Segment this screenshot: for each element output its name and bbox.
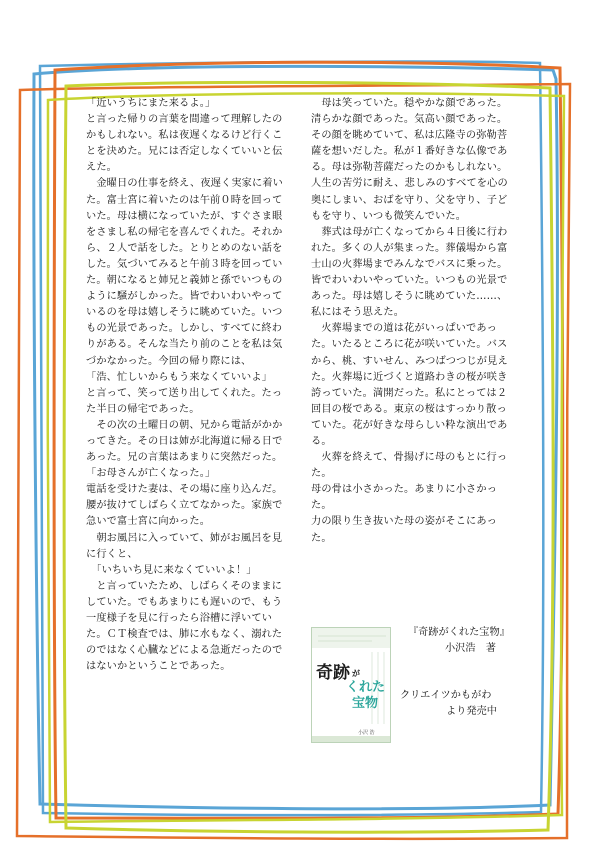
paragraph: 火葬場までの道は花がいっぱいであった。いたるところに花が咲いていた。バスから、桃、すいせん、みつばつつじが見えた。火葬場に近づくと道路わきの桜が咲き誇っていた。満開だった。私にとっては２回目の桜である。東京の桜はすっかり散っていた。花が好きな母らしい粋な演出である。 xyxy=(311,323,508,447)
paragraph: 「近いうちにまた来るよ。」 xyxy=(86,98,216,109)
paragraph: と言っていたため、しばらくそのままにしていた。でもあまりにも遅いので、もう一度様子を見に行ったら浴槽に浮いていた。ＣＴ検査では、肺に水もなく、溺れたのではなく心臓などによる急逝だったのではないかということであった。 xyxy=(86,580,283,673)
book-author: 小沢浩 著 xyxy=(445,643,496,654)
cover-title: 奇跡 xyxy=(316,663,350,683)
paragraph: 「いちいち見に来なくていいよ！」 xyxy=(86,564,257,576)
paragraph: その次の土曜日の朝、兄から電話がかかってきた。その日は姉が北海道に帰る日であった。兄の言葉はあまりに突然だった。 xyxy=(86,419,283,464)
cover-title: 宝物 xyxy=(352,696,379,711)
availability-note: より発売中 xyxy=(446,706,497,717)
cover-author: 小沢 浩 xyxy=(358,730,375,736)
paragraph: 「浩、忙しいからもう来なくていいよ」 xyxy=(86,371,273,383)
right-text-column xyxy=(311,96,517,547)
left-text-column xyxy=(86,96,290,675)
paragraph: 朝お風呂に入っていて、姉がお風呂を見に行くと、 xyxy=(86,532,283,560)
paragraph: 金曜日の仕事を終え、夜遅く実家に着いた。富士宮に着いたのは午前０時を回っていた。母は横になっていたが、すぐさま眼をさまし私の帰宅を喜んでくれた。それから、２人で話をした。とりとめのない話をした。気づいてみると午前３時を回っていた。朝になると姉兄と義姉と孫でいつものように騒がしかった。皆でわいわいやっているのを母は嬉しそうに眺めていた。いつもの光景であった。しかし、すべてに終わりがある。そんな当たり前のことを私は気づかなかった。今回の帰り際には、 xyxy=(86,178,284,367)
paragraph: 母は笑っていた。穏やかな顔であった。清らかな顔であった。気高い顔であった。その顔を眺めていて、私は広隆寺の弥勒菩薩を想いだした。私が１番好きな仏像である。母は弥勒菩薩だったのかもしれない。人生の苦労に耐え、悲しみのすべてを心の奥にしまい、おばを守り、父を守り、子どもを守り、いつも微笑んでいた。 xyxy=(311,98,508,222)
cover-title: が xyxy=(352,669,360,678)
paragraph: 力の限り生き抜いた母の姿がそこにあった。 xyxy=(311,516,497,544)
paragraph: 「お母さんが亡くなった。」 xyxy=(86,468,216,480)
paragraph: 火葬を終えて、骨揚げに母のもとに行った。 xyxy=(311,452,508,480)
paragraph: 葬式は母が亡くなってから４日後に行われた。多くの人が集まった。葬儀場から富士山の火葬場までみんなでバスに乗った。皆でわいわいやっていた。いつもの光景であった。母は嬉しそうに眺めていた……、私にはそう思えた。 xyxy=(311,226,508,319)
book-title: 『奇跡がくれた宝物』 xyxy=(408,627,510,638)
book-cover-image xyxy=(311,627,391,743)
publisher-name: クリエイツかもがわ xyxy=(400,690,492,701)
paragraph: 電話を受けた妻は、その場に座り込んだ。腰が抜けてしばらく立てなかった。家族で急いで富士宮に向かった。 xyxy=(86,484,283,528)
cover-title: くれた xyxy=(346,680,386,695)
paragraph: と言った帰りの言葉を間違って理解したのかもしれない。私は夜遅くなるけど行くことを決めた。兄には否定しなくていいと伝えた。 xyxy=(86,114,283,174)
paragraph: 母の骨は小さかった。あまりに小さかった。 xyxy=(311,484,498,512)
paragraph: と言って、笑って送り出してくれた。たった半日の帰宅であった。 xyxy=(86,387,283,415)
